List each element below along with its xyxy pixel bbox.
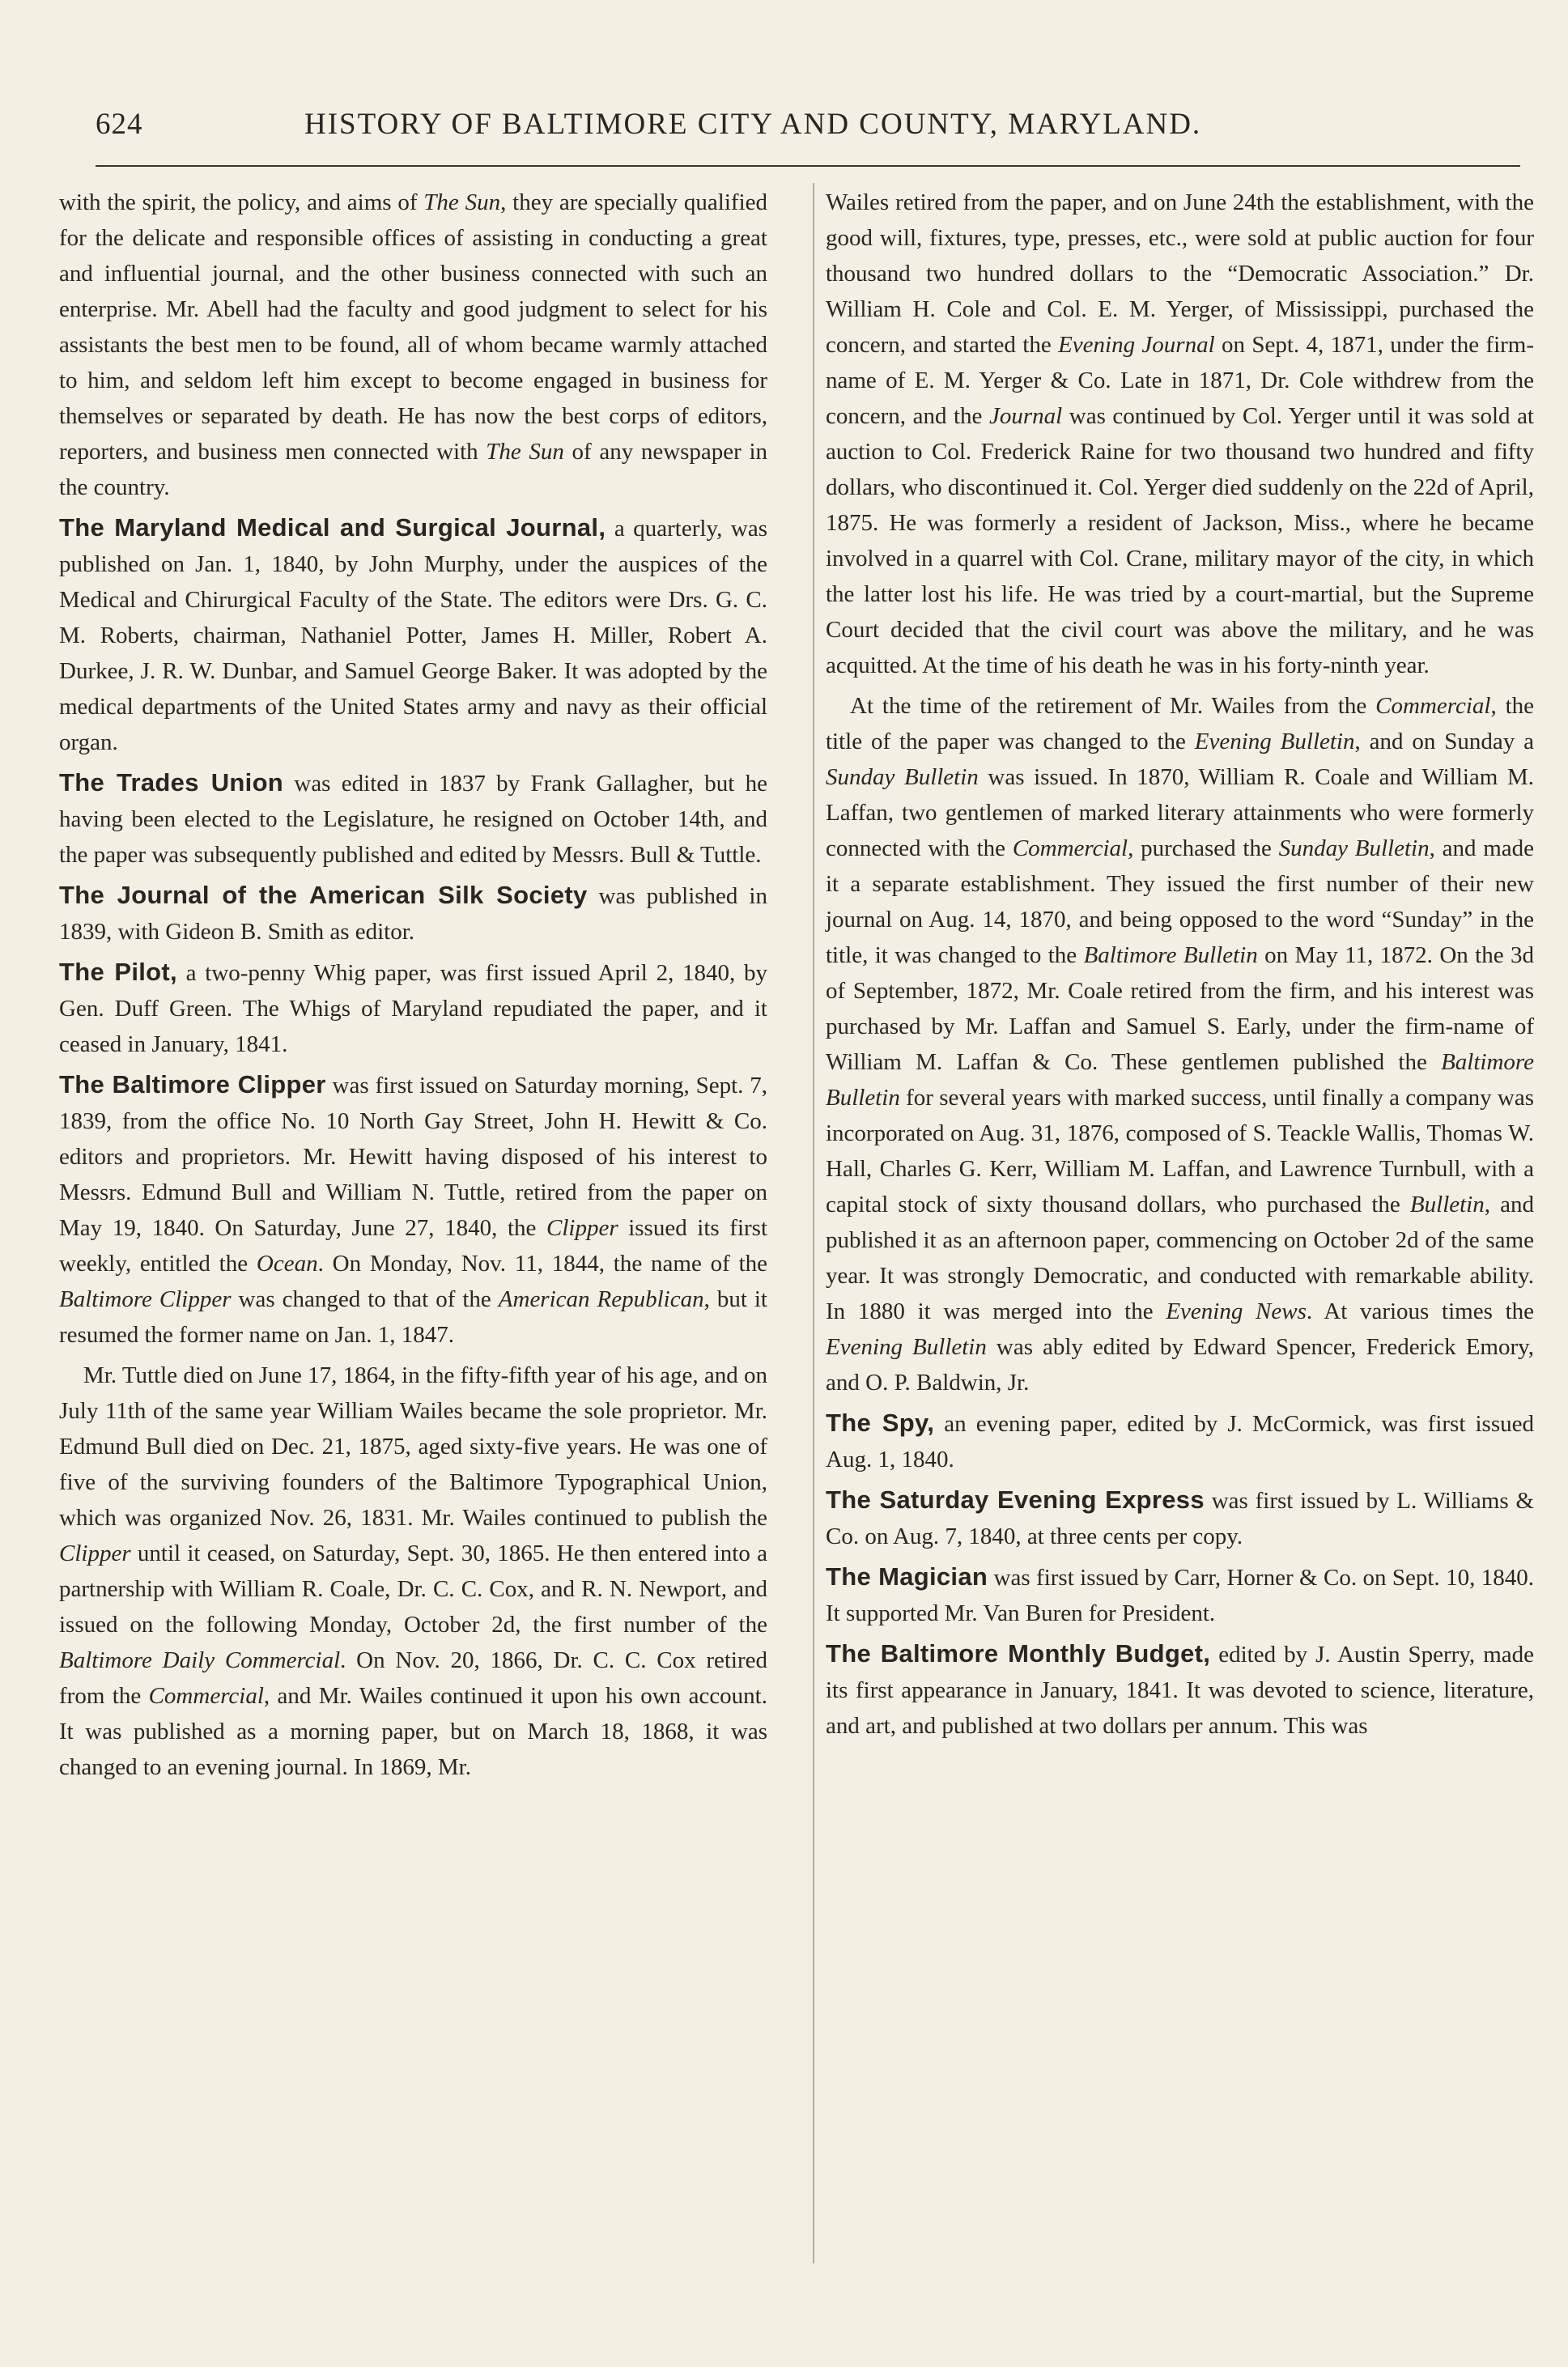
column-divider <box>813 183 814 2263</box>
header-rule <box>96 165 1520 167</box>
right-paragraph: Wailes retired from the paper, and on June 24th the establishment, with the good will, fixtures, type, presses, etc., were sold at public auction for four thousand two hundred dollars to the “Democratic Association.” Dr. William H. Cole and Col. E. M. Yerger, of Mississippi, purchased the concern, and started the Evening Journal on Sept. 4, 1871, under the firm-name of E. M. Yerger & Co. Late in 1871, Dr. Cole withdrew from the concern, and the Journal was continued by Col. Yerger until it was sold at auction to Col. Frederick Raine for two thousand two hundred and fifty dollars, who discontinued it. Col. Yerger died suddenly on the 22d of April, 1875. He was formerly a resident of Jackson, Miss., where he became involved in a quarrel with Col. Crane, military mayor of the city, in which the latter lost his life. He was tried by a court-martial, but the Supreme Court decided that the civil court was above the military, and he was acquitted. At the time of his death he was in his forty-ninth year. <box>826 189 1535 678</box>
running-title: HISTORY OF BALTIMORE CITY AND COUNTY, MARYLAND. <box>304 108 1202 141</box>
article-heading: The Baltimore Clipper <box>59 1070 326 1099</box>
running-header <box>96 107 1520 155</box>
article-heading: The Baltimore Monthly Budget, <box>826 1639 1211 1668</box>
left-paragraph <box>59 878 767 950</box>
page-number: 624 <box>96 108 143 141</box>
article-heading: The Saturday Evening Express <box>826 1485 1205 1514</box>
right-paragraph <box>826 1559 1534 1631</box>
article-body: a quarterly, was published on Jan. 1, 1840, by John Murphy, under the auspices of the Medical and Chirurgical Faculty of the State. The editors were Drs. G. C. M. Roberts, chairman, Nathaniel Potter, James H. Miller, Robert A. Durkee, J. R. W. Dunbar, and Samuel George Baker. It was adopted by the medical departments of the United States army and navy as their official organ. <box>59 516 768 755</box>
article-heading: The Magician <box>826 1562 988 1591</box>
article-body: was first issued by Carr, Horner & Co. on Sept. 10, 1840. It supported Mr. Van Buren for President. <box>826 1565 1534 1626</box>
article-body: edited by J. Austin Sperry, made its first appearance in January, 1841. It was devoted to science, literature, and art, and published at two dollars per annum. This was <box>826 1642 1534 1739</box>
left-paragraph: with the spirit, the policy, and aims of The Sun, they are specially qualified for the delicate and responsible offices of assisting in conducting a great and influential journal, and the other business connected with such an enterprise. Mr. Abell had the faculty and good judgment to select for his assistants the best men to be found, all of whom became warmly attached to him, and seldom left him except to become engaged in business for themselves or separated by death. He has now the best corps of editors, reporters, and business men connected with The Sun of any newspaper in the country. <box>59 189 768 500</box>
article-heading: The Pilot, <box>59 958 177 986</box>
right-paragraph: At the time of the retirement of Mr. Wailes from the Commercial, the title of the paper was changed to the Evening Bulletin, and on Sunday a Sunday Bulletin was issued. In 1870, William R. Coale and William M. Laffan, two gentlemen of marked literary attainments who were formerly connected with the Commercial, purchased the Sunday Bulletin, and made it a separate establishment. They issued the first number of their new journal on Aug. 14, 1870, and being opposed to the word “Sunday” in the title, it was changed to the Baltimore Bulletin on May 11, 1872. On the 3d of September, 1872, Mr. Coale retired from the firm, and his interest was purchased by Mr. Laffan and Samuel S. Early, under the firm-name of William M. Laffan & Co. These gentlemen published the Baltimore Bulletin for several years with marked success, until finally a company was incorporated on Aug. 31, 1876, composed of S. Teackle Wallis, Thomas W. Hall, Charles G. Kerr, William M. Laffan, and Lawrence Turnbull, with a capital stock of sixty thousand dollars, who purchased the Bulletin, and published it as an afternoon paper, commencing on October 2d of the same year. It was strongly Democratic, and conducted with remarkable ability. In 1880 it was merged into the Evening News. At various times the Evening Bulletin was ably edited by Edward Spencer, Frederick Emory, and O. P. Baldwin, Jr. <box>826 693 1535 1396</box>
left-paragraph <box>59 510 767 760</box>
article-body: an evening paper, edited by J. McCormick, was first issued Aug. 1, 1840. <box>826 1411 1534 1472</box>
left-paragraph <box>59 765 767 873</box>
article-body: was published in 1839, with Gideon B. Smith as editor. <box>59 883 767 945</box>
article-body: was first issued on Saturday morning, Sept. 7, 1839, from the office No. 10 North Gay Street, John H. Hewitt & Co. editors and proprietors. Mr. Hewitt having disposed of his interest to Messrs. Edmund Bull and William N. Tuttle, retired from the paper on May 19, 1840. On Saturday, June 27, 1840, the Clipper issued its first weekly, entitled the Ocean. On Monday, Nov. 11, 1844, the name of the Baltimore Clipper was changed to that of the American Republican, but it resumed the former name on Jan. 1, 1847. <box>59 1073 768 1348</box>
right-paragraph <box>826 1405 1534 1477</box>
article-body: was first issued by L. Williams & Co. on Aug. 7, 1840, at three cents per copy. <box>826 1488 1535 1549</box>
article-heading: The Maryland Medical and Surgical Journal, <box>59 513 606 542</box>
left-paragraph <box>59 1067 767 1353</box>
article-heading: The Spy, <box>826 1409 935 1437</box>
article-body: was edited in 1837 by Frank Gallagher, but he having been elected to the Legislature, he resigned on October 14th, and the paper was subsequently published and edited by Messrs. Bull & Tuttle. <box>59 771 767 868</box>
left-paragraph <box>59 954 767 1062</box>
article-heading: The Journal of the American Silk Society <box>59 881 588 909</box>
left-paragraph: Mr. Tuttle died on June 17, 1864, in the fifty-fifth year of his age, and on July 11th of the same year William Wailes became the sole proprietor. Mr. Edmund Bull died on Dec. 21, 1875, aged sixty-five years. He was one of five of the surviving founders of the Baltimore Typographical Union, which was organized Nov. 26, 1831. Mr. Wailes continued to publish the Clipper until it ceased, on Saturday, Sept. 30, 1865. He then entered into a partnership with William R. Coale, Dr. C. C. Cox, and R. N. Newport, and issued on the following Monday, October 2d, the first number of the Baltimore Daily Commercial. On Nov. 20, 1866, Dr. C. C. Cox retired from the Commercial, and Mr. Wailes continued it upon his own account. It was published as a morning paper, but on March 18, 1868, it was changed to an evening journal. In 1869, Mr. <box>59 1362 768 1780</box>
article-body: a two-penny Whig paper, was first issued April 2, 1840, by Gen. Duff Green. The Whigs of Maryland repudiated the paper, and it ceased in January, 1841. <box>59 960 767 1057</box>
left-column <box>59 185 767 1790</box>
right-column <box>826 185 1534 1749</box>
right-paragraph <box>826 1482 1534 1554</box>
article-heading: The Trades Union <box>59 768 284 797</box>
right-paragraph <box>826 1636 1534 1744</box>
